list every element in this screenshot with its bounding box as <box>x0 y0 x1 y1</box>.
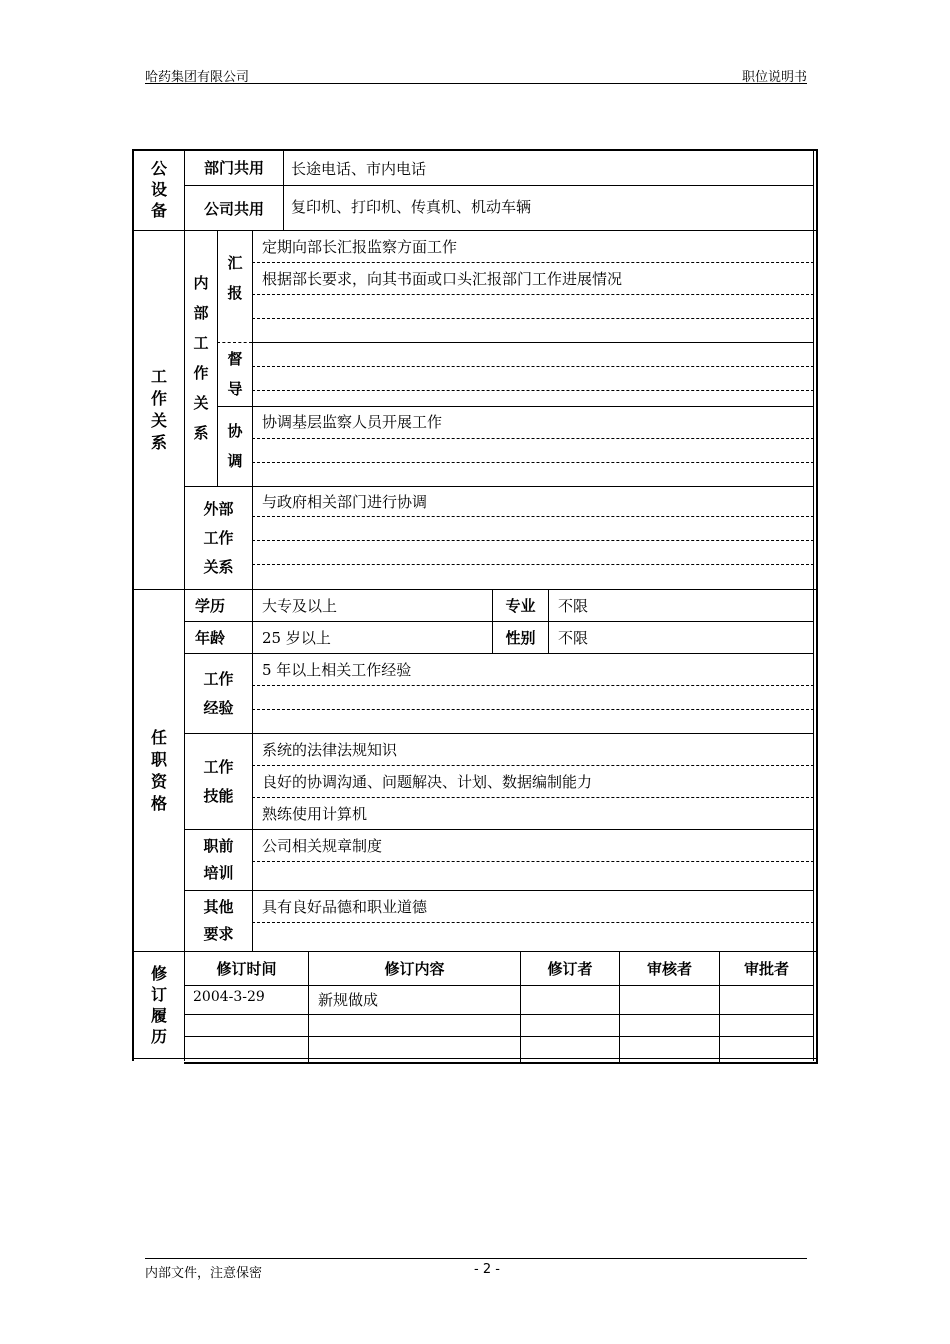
other-requirements-label: 其他 要求 <box>203 898 234 943</box>
equipment-section-label: 公 设 备 <box>150 159 167 220</box>
footer-rule <box>145 1258 807 1259</box>
experience-line-1: 5 年以上相关工作经验 <box>262 661 412 679</box>
reviser-header: 修订者 <box>547 960 593 978</box>
training-line-1: 公司相关规章制度 <box>262 837 383 855</box>
revision-date: 2004-3-29 <box>193 989 265 1005</box>
skills-line-2: 良好的协调沟通、问题解决、计划、数据编制能力 <box>262 773 593 791</box>
confidential-notice: 内部文件，注意保密 <box>145 1266 263 1281</box>
gender-value: 不限 <box>558 629 589 647</box>
revision-section-label: 修 订 履 历 <box>150 963 167 1046</box>
education-label: 学历 <box>194 597 225 615</box>
report-line-2: 根据部长要求，向其书面或口头汇报部门工作进展情况 <box>262 270 623 288</box>
external-line-1: 与政府相关部门进行协调 <box>262 493 428 511</box>
qualifications-section-label: 任 职 资 格 <box>150 727 167 813</box>
reviewer-header: 审核者 <box>646 960 692 978</box>
age-value: 25 岁以上 <box>262 629 331 647</box>
revision-content: 新规做成 <box>318 991 379 1009</box>
company-name: 哈药集团有限公司 <box>145 70 250 85</box>
coordinate-label: 协 调 <box>227 422 243 470</box>
training-label: 职前 培训 <box>203 837 234 882</box>
major-value: 不限 <box>558 597 589 615</box>
internal-relations-label: 内 部 工 作 关 系 <box>193 274 209 442</box>
company-shared-label: 公司共用 <box>203 199 264 218</box>
relations-section-label: 工 作 关 系 <box>150 367 167 452</box>
external-relations-label: 外部 工作 关系 <box>203 499 234 576</box>
header-rule <box>145 83 807 84</box>
supervise-label: 督 导 <box>227 350 243 398</box>
revision-date-header: 修订时间 <box>216 960 277 978</box>
skills-label: 工作 技能 <box>203 757 234 805</box>
skills-line-3: 熟练使用计算机 <box>262 805 368 823</box>
report-label: 汇 报 <box>227 254 243 302</box>
dept-shared-label: 部门共用 <box>203 159 264 177</box>
other-requirements-line-1: 具有良好品德和职业道德 <box>262 898 428 916</box>
education-value: 大专及以上 <box>262 597 338 615</box>
report-line-1: 定期向部长汇报监察方面工作 <box>262 238 458 256</box>
dept-shared-value: 长途电话、市内电话 <box>291 160 427 178</box>
age-label: 年龄 <box>194 629 225 647</box>
company-shared-value: 复印机、打印机、传真机、机动车辆 <box>291 198 532 216</box>
major-label: 专业 <box>505 597 536 615</box>
experience-label: 工作 经验 <box>203 669 234 717</box>
skills-line-1: 系统的法律法规知识 <box>262 741 398 759</box>
gender-label: 性别 <box>505 629 536 647</box>
page-number: - 2 - <box>474 1262 500 1277</box>
approver-header: 审批者 <box>743 960 789 978</box>
revision-content-header: 修订内容 <box>384 960 445 978</box>
coordinate-line-1: 协调基层监察人员开展工作 <box>262 413 443 431</box>
document-type: 职位说明书 <box>741 70 807 85</box>
